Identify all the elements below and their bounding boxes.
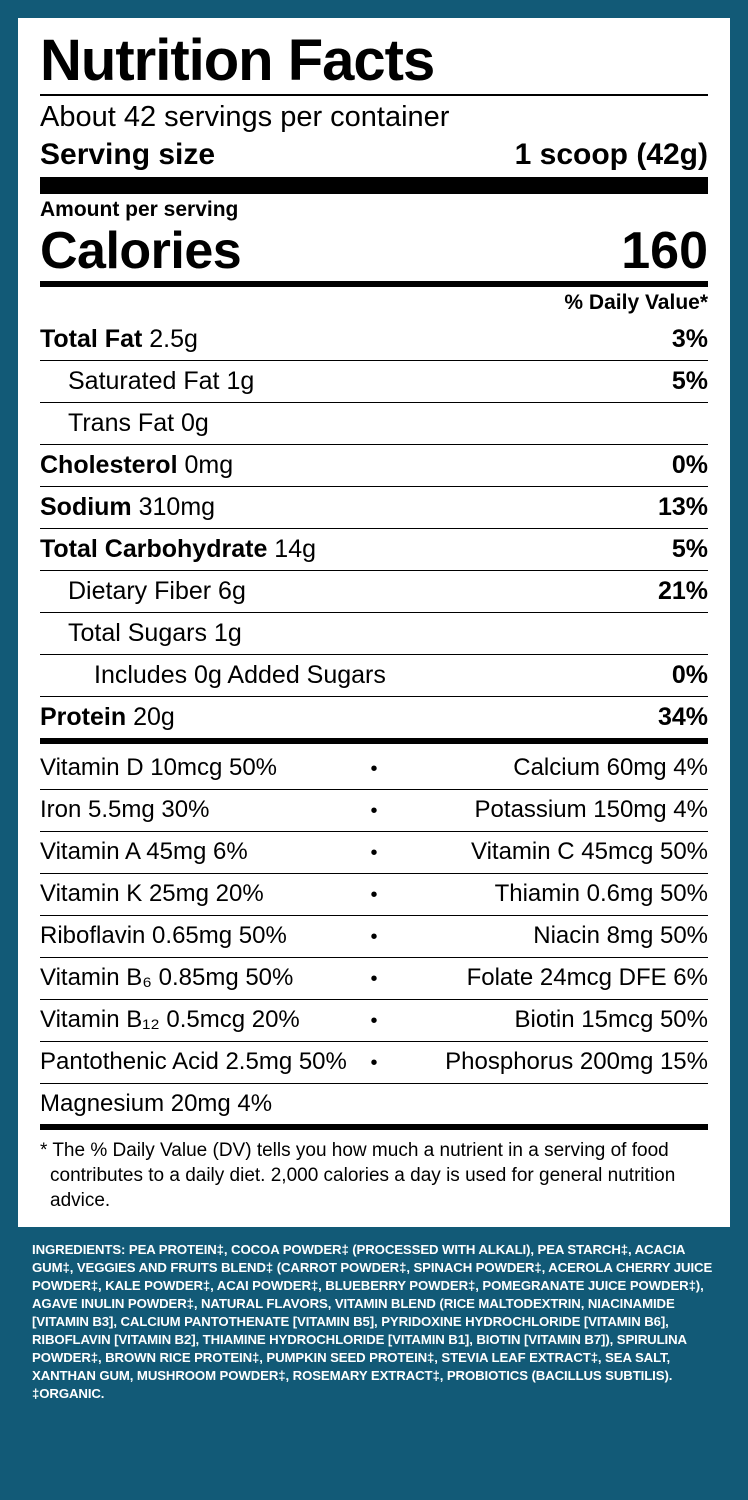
table-row [40, 402, 708, 444]
table-row [40, 528, 708, 570]
bullet-icon: • [370, 884, 378, 906]
table-row [40, 1083, 708, 1124]
table-row [40, 444, 708, 486]
table-row [40, 1041, 708, 1083]
vitamin-left: Vitamin B₁₂ 0.5mcg 20% [40, 1006, 300, 1033]
vitamin-left: Magnesium 20mg 4% [40, 1090, 273, 1117]
vitamin-right: Calcium 60mg 4% [513, 754, 708, 781]
table-row [40, 319, 708, 360]
table-row [40, 957, 708, 999]
nutrient-dv: 34% [657, 703, 708, 731]
table-row [40, 612, 708, 654]
bullet-icon: • [370, 1010, 378, 1032]
vitamin-left: Pantothenic Acid 2.5mg 50% [40, 1048, 347, 1075]
daily-value-footnote [40, 1124, 708, 1213]
vitamin-right: Phosphorus 200mg 15% [445, 1048, 708, 1075]
vitamin-left: Vitamin A 45mg 6% [40, 838, 248, 865]
calories-label: Calories [40, 222, 242, 280]
nutrient-name: Total Sugars 1g [68, 619, 242, 647]
nutrition-facts-panel [18, 18, 730, 1227]
table-row [40, 915, 708, 957]
nutrient-name: Includes 0g Added Sugars [94, 661, 386, 689]
vitamin-right: Biotin 15mcg 50% [514, 1006, 708, 1033]
calories-value: 160 [621, 222, 708, 280]
bullet-icon: • [370, 926, 378, 948]
footnote-text: * The % Daily Value (DV) tells you how much a nutrient in a serving of food contributes to a daily diet. 2,000 calories a day is used for general nutrition advice. [40, 1140, 676, 1211]
servings-per-container: About 42 servings per container [40, 101, 450, 133]
bullet-icon: • [370, 842, 378, 864]
vitamin-right: Potassium 150mg 4% [474, 796, 708, 823]
table-row [40, 789, 708, 831]
bullet-icon: • [370, 758, 378, 780]
vitamin-right: Niacin 8mg 50% [533, 922, 708, 949]
nutrient-name: Protein 20g [40, 703, 175, 731]
vitamin-mineral-table [40, 738, 708, 1124]
amount-per-serving-label: Amount per serving [40, 198, 239, 221]
vitamin-left: Riboflavin 0.65mg 50% [40, 922, 287, 949]
table-row [40, 486, 708, 528]
table-row [40, 746, 708, 789]
nutrient-dv: 5% [671, 367, 708, 395]
serving-size-row [40, 136, 708, 177]
nutrient-name: Trans Fat 0g [68, 409, 209, 437]
vitamin-left: Vitamin K 25mg 20% [40, 880, 264, 907]
table-row [40, 831, 708, 873]
vitamin-left: Iron 5.5mg 30% [40, 796, 210, 823]
table-row [40, 873, 708, 915]
nutrient-name: Cholesterol 0mg [40, 451, 234, 479]
nutrient-name: Saturated Fat 1g [68, 367, 255, 395]
vitamin-right: Folate 24mcg DFE 6% [466, 964, 708, 991]
vitamin-left: Vitamin B₆ 0.85mg 50% [40, 964, 294, 991]
bullet-icon: • [370, 968, 378, 990]
table-row [40, 570, 708, 612]
nutrient-dv: 3% [671, 325, 708, 353]
ingredients-list: INGREDIENTS: PEA PROTEIN‡, COCOA POWDER‡ (PROCESSED WITH ALKALI), PEA STARCH‡, ACACIA GUM‡, VEGGIES AND FRUITS BLEND‡ (CARROT POWDER‡, SPINACH POWDER‡, ACEROLA CHERRY JUICE POWDER‡, KALE POWDER‡, ACAI POWDER‡, BLUEBERRY POWDER‡, POMEGRANATE JUICE POWDER‡), AGAVE INULIN POWDER‡, NATURAL FLAVORS, VITAMIN BLEND (RICE MALTODEXTRIN, NIACINAMIDE [VITAMIN B3], CALCIUM PANTOTHENATE [VITAMIN B5], PYRIDOXINE HYDROCHLORIDE [VITAMIN B6], RIBOFLAVIN [VITAMIN B2], THIAMINE HYDROCHLORIDE [VITAMIN B1], BIOTIN [VITAMIN B7]), SPIRULINA POWDER‡, BROWN RICE PROTEIN‡, PUMPKIN SEED PROTEIN‡, STEVIA LEAF EXTRACT‡, SEA SALT, XANTHAN GUM, MUSHROOM POWDER‡, ROSEMARY EXTRACT‡, PROBIOTICS (BACILLUS SUBTILIS). ‡ORGANIC. [32, 1242, 713, 1401]
daily-value-header: % Daily Value* [564, 291, 708, 314]
nutrient-dv: 0% [671, 451, 708, 479]
table-row [40, 654, 708, 696]
table-row [40, 696, 708, 738]
nutrient-name: Dietary Fiber 6g [68, 577, 246, 605]
nutrient-table [40, 319, 708, 738]
nutrient-dv: 0% [671, 661, 708, 689]
serving-size-value: 1 scoop (42g) [514, 138, 708, 171]
heavy-divider-top [40, 177, 708, 194]
page-title: Nutrition Facts [40, 28, 435, 93]
bullet-icon: • [370, 1052, 378, 1074]
serving-size-label: Serving size [40, 138, 216, 171]
table-row [40, 999, 708, 1041]
nutrient-dv: 21% [657, 577, 708, 605]
nutrient-dv: 5% [671, 535, 708, 563]
bullet-icon: • [370, 800, 378, 822]
nutrient-name: Sodium 310mg [40, 493, 216, 521]
vitamin-left: Vitamin D 10mcg 50% [40, 754, 277, 781]
table-row [40, 360, 708, 402]
calories-row [40, 223, 708, 281]
vitamin-right: Vitamin C 45mcg 50% [471, 838, 708, 865]
nutrient-dv: 13% [657, 493, 708, 521]
vitamin-right: Thiamin 0.6mg 50% [494, 880, 708, 907]
nutrient-name: Total Fat 2.5g [40, 325, 198, 353]
nutrient-name: Total Carbohydrate 14g [40, 535, 317, 563]
